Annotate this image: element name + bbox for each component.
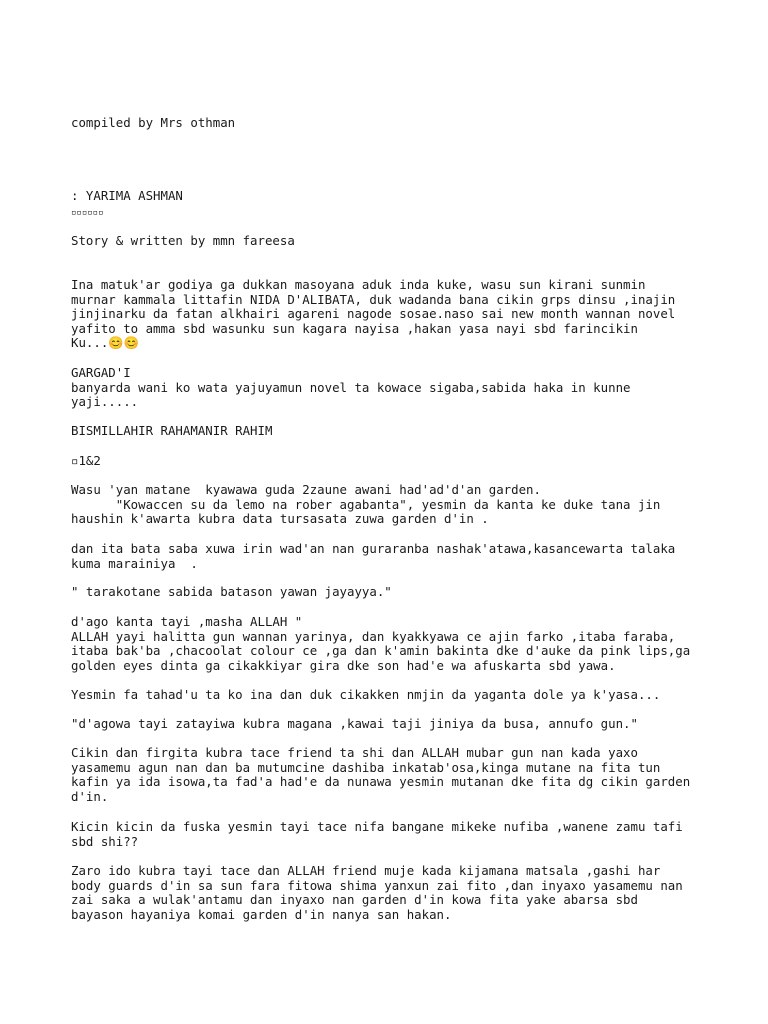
story-paragraph: Cikin dan firgita kubra tace friend ta shi dan ALLAH mubar gun nan kada yaxo yasamemu agun nan dan ba mutumcine dashiba inkatab'osa,kinga mutane na fita tun kafin ya ida isowa,ta fad'a had'e da nunawa yesmin mutanan dke fita dg cikin garden d'in. xyxy=(71,745,691,804)
story-paragraph: "d'agowa tayi zatayiwa kubra magana ,kawai taji jiniya da busa, annufo gun." xyxy=(71,716,638,731)
story-paragraph: Kicin kicin da fuska yesmin tayi tace nifa bangane mikeke nufiba ,wanene zamu tafi sbd shi?? xyxy=(71,819,683,849)
story-paragraph: " tarakotane sabida batason yawan jayayya." xyxy=(71,584,392,599)
byline: Story & written by mmn fareesa xyxy=(71,233,295,248)
chapter-heading: ▫1&2 xyxy=(71,453,101,468)
story-title xyxy=(71,189,711,218)
compiled-by-line: compiled by Mrs othman xyxy=(71,115,236,130)
story-paragraph: d'ago kanta tayi ,masha ALLAH " ALLAH yayi halitta gun wannan yarinya, dan kyakkyawa ce ajin farko ,itaba faraba, itaba bak'ba ,chacoolat colour ce ,ga dan k'amin bakinta dke d'auke da pink lips,ga golden eyes dinta ga cikakkiyar gira dke son had'e wa afuskarta sbd yawa. xyxy=(71,614,691,673)
story-paragraph: Zaro ido kubra tayi tace dan ALLAH friend muje kada kijamana matsala ,gashi har body guards d'in sa sun fara fitowa shima yanxun zai fito ,dan inyaxo yasamemu nan zai saka a wulak'antamu dan inyaxo nan garden d'in kowa fita yake abarsa sbd bayason hayaniya komai garden d'in nanya san hakan. xyxy=(71,863,683,922)
story-paragraph: Wasu 'yan matane kyawawa guda 2zaune awani had'ad'd'an garden. "Kowaccen su da lemo na rober agabanta", yesmin da kanta ke duke tana jin haushin k'awarta kubra data tursasata zuwa garden d'in . xyxy=(71,482,661,527)
bismillah-line: BISMILLAHIR RAHAMANIR RAHIM xyxy=(71,423,273,438)
title-text: : YARIMA ASHMAN xyxy=(71,188,183,203)
warning-paragraph: GARGAD'I banyarda wani ko wata yajuyamun novel ta kowace sigaba,sabida haka in kunne yaji..... xyxy=(71,365,631,410)
title-glyphs: ▫▫▫▫▫▫ xyxy=(71,207,104,218)
intro-paragraph: Ina matuk'ar godiya ga dukkan masoyana aduk inda kuke, wasu sun kirani sunmin murnar kammala littafin NIDA D'ALIBATA, duk wadanda bana cikin grps dinsu ,inajin jinjinarku da fatan alkhairi agareni nagode sosae.naso sai new month wannan novel yafito to amma sbd wasunku sun kagara nayisa ,hakan yasa nayi sbd farincikin Ku...😊😊 xyxy=(71,277,676,351)
story-paragraph: dan ita bata saba xuwa irin wad'an nan guraranba nashak'atawa,kasancewarta talaka kuma marainiya . xyxy=(71,541,676,571)
story-paragraph: Yesmin fa tahad'u ta ko ina dan duk cikakken nmjin da yaganta dole ya k'yasa... xyxy=(71,687,661,702)
